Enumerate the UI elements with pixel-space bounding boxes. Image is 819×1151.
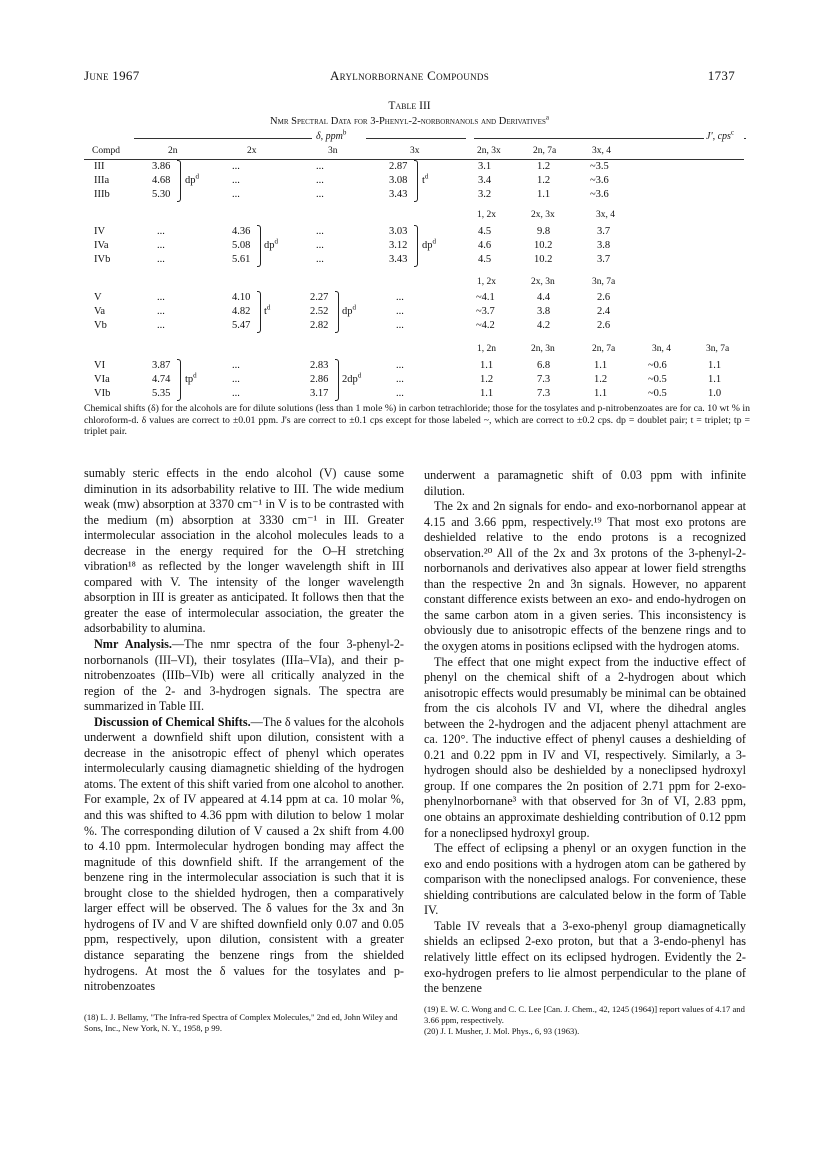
j-header-text: J', cps xyxy=(706,131,731,142)
cell-IIIa-3n: ... xyxy=(316,175,324,186)
left-paragraph-2 xyxy=(84,637,404,715)
cell-VI-3n: 2.83 xyxy=(310,360,329,371)
mult-IV-2x xyxy=(264,237,278,251)
j-head-g4-a: 1, 2n xyxy=(477,344,496,354)
cell-Vb-2x: 5.47 xyxy=(232,320,251,331)
cell-IV-j2: 9.8 xyxy=(537,226,551,237)
brace-IV-3x xyxy=(414,225,418,267)
right-paragraph-5: Table IV reveals that a 3-exo-phenyl group diamagnetically shields an eclipsed 2-exo proton, but that a 3-endo-phenyl has relatively little effect on its eclipsed hydrogen. Evidently the 2-exo-hydrogen prefers to lie almost perpendicular to the plane of the benzene xyxy=(424,918,746,996)
cell-IIIb-j2: 1.1 xyxy=(537,189,551,200)
cell-IV-2x: 4.36 xyxy=(232,226,251,237)
table-title xyxy=(0,113,819,127)
cell-IIIb-2x: ... xyxy=(232,189,240,200)
cell-Va-j3: 2.4 xyxy=(597,306,611,317)
mult-VI-2n xyxy=(185,371,197,385)
mult-VI-3n xyxy=(342,371,362,385)
delta-span-line-right xyxy=(366,138,466,139)
mult-V-3n-text: dp xyxy=(342,306,353,317)
cell-Va-j2: 3.8 xyxy=(537,306,551,317)
cell-Vb-2n: ... xyxy=(157,320,165,331)
cell-IVb-3x: 3.43 xyxy=(389,254,408,265)
cell-Vb-j1: ~4.2 xyxy=(476,320,495,331)
j-head-g4-e: 3n, 7a xyxy=(706,344,730,354)
cell-V-3x: ... xyxy=(396,292,404,303)
cell-IIIb-2n: 5.30 xyxy=(152,189,171,200)
cell-Vb-3x: ... xyxy=(396,320,404,331)
cell-IVa-2x: 5.08 xyxy=(232,240,251,251)
delta-header-text: δ, ppm xyxy=(316,131,343,142)
cell-V-2x: 4.10 xyxy=(232,292,251,303)
cell-VIb-j1: 1.1 xyxy=(480,388,494,399)
cell-Vb-3n: 2.82 xyxy=(310,320,329,331)
chemical-shifts-heading: Discussion of Chemical Shifts. xyxy=(94,714,251,729)
delta-header xyxy=(316,128,347,142)
cell-VIb-2n: 5.35 xyxy=(152,388,171,399)
cell-VI-j5: 1.1 xyxy=(708,360,722,371)
brace-III-2n xyxy=(177,160,181,202)
j-head-g1-a: 2n, 3x xyxy=(477,146,501,156)
cell-IVb-2n: ... xyxy=(157,254,165,265)
delta-header-mark: b xyxy=(342,128,347,137)
cell-VIa-j1: 1.2 xyxy=(480,374,494,385)
compd-III: III xyxy=(94,161,105,172)
brace-V-3n xyxy=(335,291,339,333)
cell-IV-3x: 3.03 xyxy=(389,226,408,237)
cell-IVb-2x: 5.61 xyxy=(232,254,251,265)
compd-V: V xyxy=(94,292,102,303)
cell-VI-3x: ... xyxy=(396,360,404,371)
brace-VI-3n xyxy=(335,359,339,401)
mult-V-3n xyxy=(342,303,356,317)
cell-IIIb-3x: 3.43 xyxy=(389,189,408,200)
mult-IV-3x-text: dp xyxy=(422,240,433,251)
cell-IIIa-j3: ~3.6 xyxy=(590,175,609,186)
compd-VI: VI xyxy=(94,360,106,371)
cell-Va-3n: 2.52 xyxy=(310,306,329,317)
cell-IVb-j1: 4.5 xyxy=(478,254,492,265)
col-header-2x: 2x xyxy=(247,146,257,156)
delta-span-line-left xyxy=(134,138,312,139)
cell-VIa-2x: ... xyxy=(232,374,240,385)
cell-IV-j3: 3.7 xyxy=(597,226,611,237)
compd-VIb: VIb xyxy=(94,388,111,399)
cell-VIb-j4: ~0.5 xyxy=(648,388,667,399)
mult-III-2n-text: dp xyxy=(185,175,196,186)
brace-VI-2n xyxy=(177,359,181,401)
cell-VIa-j2: 7.3 xyxy=(537,374,551,385)
j-header-mark: c xyxy=(730,128,735,137)
col-header-3x: 3x xyxy=(410,146,420,156)
mult-VI-2n-text: tp xyxy=(185,374,194,385)
nmr-analysis-heading: Nmr Analysis. xyxy=(94,637,172,652)
j-span-line-right xyxy=(744,138,746,139)
mult-IV-2x-mark: d xyxy=(274,237,278,246)
reference-19: (19) E. W. C. Wong and C. C. Lee [Can. J. Chem., 42, 1245 (1964)] report values of 4.17 and 3.66 ppm, respectively. xyxy=(424,1004,745,1025)
j-head-g1-c: 3x, 4 xyxy=(592,146,611,156)
mult-VI-2n-mark: d xyxy=(193,371,197,380)
mult-V-2x-text: t xyxy=(264,306,267,317)
cell-V-j1: ~4.1 xyxy=(476,292,495,303)
mult-III-2n xyxy=(185,172,199,186)
mult-IV-3x xyxy=(422,237,436,251)
j-head-g4-b: 2n, 3n xyxy=(531,344,555,354)
cell-VIb-3x: ... xyxy=(396,388,404,399)
cell-IVa-j3: 3.8 xyxy=(597,240,611,251)
j-head-g2-b: 2x, 3x xyxy=(531,210,555,220)
mult-IV-3x-mark: d xyxy=(432,237,436,246)
cell-VI-j3: 1.1 xyxy=(594,360,608,371)
mult-III-2n-mark: d xyxy=(195,172,199,181)
compd-Vb: Vb xyxy=(94,320,107,331)
cell-Vb-j2: 4.2 xyxy=(537,320,551,331)
j-head-g1-b: 2n, 7a xyxy=(533,146,557,156)
j-span-line-left xyxy=(474,138,704,139)
cell-IVb-3n: ... xyxy=(316,254,324,265)
mult-III-3x-mark: d xyxy=(424,172,429,181)
cell-V-2n: ... xyxy=(157,292,165,303)
cell-IV-2n: ... xyxy=(157,226,165,237)
cell-VIa-j5: 1.1 xyxy=(708,374,722,385)
cell-VI-j2: 6.8 xyxy=(537,360,551,371)
mult-IV-2x-text: dp xyxy=(264,240,275,251)
cell-IVa-3n: ... xyxy=(316,240,324,251)
cell-VIb-j3: 1.1 xyxy=(594,388,608,399)
j-head-g4-d: 3n, 4 xyxy=(652,344,671,354)
cell-III-3n: ... xyxy=(316,161,324,172)
cell-VI-j4: ~0.6 xyxy=(648,360,667,371)
cell-IIIa-j1: 3.4 xyxy=(478,175,492,186)
left-paragraph-3 xyxy=(84,715,404,995)
cell-VIb-2x: ... xyxy=(232,388,240,399)
table-label: Table III xyxy=(388,100,431,112)
cell-VIa-2n: 4.74 xyxy=(152,374,171,385)
cell-IVa-3x: 3.12 xyxy=(389,240,408,251)
mult-V-2x xyxy=(264,303,271,317)
cell-III-2n: 3.86 xyxy=(152,161,171,172)
cell-III-2x: ... xyxy=(232,161,240,172)
col-header-2n: 2n xyxy=(168,146,178,156)
cell-IVa-j2: 10.2 xyxy=(534,240,553,251)
cell-VI-2x: ... xyxy=(232,360,240,371)
right-column xyxy=(424,468,746,997)
mult-V-2x-mark: d xyxy=(266,303,271,312)
cell-VIa-j4: ~0.5 xyxy=(648,374,667,385)
cell-IIIa-j2: 1.2 xyxy=(537,175,551,186)
j-head-g2-a: 1, 2x xyxy=(477,210,496,220)
running-header-title: Arylnorbornane Compounds xyxy=(329,68,490,83)
mult-III-3x-text: t xyxy=(422,175,425,186)
cell-V-3n: 2.27 xyxy=(310,292,329,303)
right-paragraph-2: The 2x and 2n signals for endo- and exo-norbornanol appear at 4.15 and 3.66 ppm, respectively.¹⁹ That most exo protons are deshielded relative to the endo protons is a recognized observation.²⁰ All of the 2x and 3x protons of the 3-phenyl-2-norbornanols and derivatives also appear at lower field strengths than the respective 2n and 3n signals. However, no apparent constant difference exists between an exo- and endo-hydrogen on the same carbon atom in a given series. This inconsistency is obviously due to anisotropic effects of the benzene rings and to the oxygen atoms in positions eclipsed with the hydrogen atoms. xyxy=(424,499,746,654)
cell-VIa-3n: 2.86 xyxy=(310,374,329,385)
j-head-g3-a: 1, 2x xyxy=(477,277,496,287)
cell-VIa-3x: ... xyxy=(396,374,404,385)
mult-VI-3n-mark: d xyxy=(357,371,362,380)
cell-IV-3n: ... xyxy=(316,226,324,237)
chemical-shifts-text: —The δ values for the alcohols underwent a downfield shift upon dilution, consistent with a decrease in the anisotropic effect of phenyl which operates intermolecularly causing diamagnetic shielding of the hydrogen atoms. The extent of this shift varied from one alcohol to another. For example, 2x of IV appeared at 4.14 ppm at ca. 10 molar %, and this was shifted to 4.36 ppm with dilution to below 1 molar %. The corresponding dilution of V caused a 2x shift from 4.00 to 4.10 ppm. Intermolecular hydrogen bonding may affect the magnitude of this downfield shift. If the arrangement of the benzene ring in the intermolecular association is such that it is brought close to the shielded hydrogen, then a comparatively larger effect will be observed. The δ values for the 3x and 3n hydrogens of IV and V are shifted downfield only 0.07 and 0.05 ppm, respectively, upon dilution, consistent with a greater distance separating the benzene rings from the shielded hydrogens. At most the δ values for the tosylates and p-nitrobenzoates xyxy=(84,714,404,994)
cell-III-3x: 2.87 xyxy=(389,161,408,172)
mult-V-3n-mark: d xyxy=(352,303,356,312)
cell-IVa-j1: 4.6 xyxy=(478,240,492,251)
table-footnote: Chemical shifts (δ) for the alcohols are for dilute solutions (less than 1 mole %) in carbon tetrachloride; those for the tosylates and p-nitrobenzoates are for ca. 10 wt % in chloroform-d. δ values are correct to ±0.01 ppm. J's are correct to ±0.1 cps except for those labeled ~, which are correct to ±0.2 cps. dp = doublet pair; t = triplet; tp = triplet pair. xyxy=(84,403,750,437)
cell-IIIb-j1: 3.2 xyxy=(478,189,492,200)
col-header-compd: Compd xyxy=(92,146,120,156)
cell-V-j2: 4.4 xyxy=(537,292,551,303)
cell-Va-2n: ... xyxy=(157,306,165,317)
compd-IIIa: IIIa xyxy=(94,175,110,186)
cell-VIb-3n: 3.17 xyxy=(310,388,329,399)
cell-VIb-j5: 1.0 xyxy=(708,388,722,399)
compd-IIIb: IIIb xyxy=(94,189,110,200)
right-paragraph-3: The effect that one might expect from the inductive effect of phenyl on the chemical shift of a 2-hydrogen about which anisotropic effects would presumably be minimal can be obtained from the cis alcohols IV and VI, where the dihedral angles between the 2-hydrogen and the adjacent phenyl attachment are ca. 120°. The inductive effect of phenyl causes a deshielding of 0.21 and 0.22 ppm in IV and VI, respectively. Similarly, a 3-hydrogen should also be deshielded by a noneclipsed hydroxyl group. If one compares the 2n position of 2.71 ppm for 2-exo-phenylnorbornane³ with that observed for 3n of VI, 2.83 ppm, one obtains an approximate deshielding contribution of 0.12 ppm for a noneclipsed hydroxyl group. xyxy=(424,654,746,840)
reference-18: (18) L. J. Bellamy, "The Infra-red Spectra of Complex Molecules," 2nd ed, John Wiley and Sons, Inc., New York, N. Y., 1958, p 99. xyxy=(84,1012,398,1033)
cell-IIIa-3x: 3.08 xyxy=(389,175,408,186)
compd-IVb: IVb xyxy=(94,254,111,265)
col-header-3n: 3n xyxy=(328,146,338,156)
page-number: 1737 xyxy=(707,68,735,83)
cell-IIIa-2x: ... xyxy=(232,175,240,186)
j-head-g3-c: 3n, 7a xyxy=(592,277,616,287)
reference-20: (20) J. I. Musher, J. Mol. Phys., 6, 93 (1963). xyxy=(424,1026,580,1036)
table-title-footnote-mark: a xyxy=(545,113,549,122)
left-column xyxy=(84,466,404,995)
brace-IV-2x xyxy=(257,225,261,267)
left-paragraph-1: sumably steric effects in the endo alcohol (V) cause some diminution in its adsorbability relative to III. The wide medium weak (mw) absorption at 3370 cm⁻¹ in V is to be contrasted with the medium (m) absorption at 3330 cm⁻¹ in III. Greater intermolecular association in the alcohol molecules leads to a decrease in the energy required for the O–H stretching vibration¹⁸ as reflected by the longer wavelength shift in III compared with V. The intensity of the longer wavelength absorption in III is greater as anticipated. It follows then that the greater the ease of intermolecular association, the greater the adsorbability to alumina. xyxy=(84,466,404,636)
cell-IVa-2n: ... xyxy=(157,240,165,251)
brace-III-3x xyxy=(414,160,418,202)
compd-IV: IV xyxy=(94,226,106,237)
right-paragraph-4: The effect of eclipsing a phenyl or an oxygen function in the exo and endo positions with a hydrogen atom can be gathered by comparison with the noneclipsed analogs. For convenience, these shielding contributions are calculated below in the form of Table IV. xyxy=(424,841,746,918)
j-head-g4-c: 2n, 7a xyxy=(592,344,616,354)
compd-VIa: VIa xyxy=(94,374,110,385)
cell-Vb-j3: 2.6 xyxy=(597,320,611,331)
cell-III-j2: 1.2 xyxy=(537,161,551,172)
cell-IIIb-j3: ~3.6 xyxy=(590,189,609,200)
compd-Va: Va xyxy=(94,306,106,317)
cell-IIIa-2n: 4.68 xyxy=(152,175,171,186)
cell-IIIb-3n: ... xyxy=(316,189,324,200)
compd-IVa: IVa xyxy=(94,240,109,251)
j-head-g2-c: 3x, 4 xyxy=(596,210,615,220)
cell-Va-2x: 4.82 xyxy=(232,306,251,317)
cell-VI-j1: 1.1 xyxy=(480,360,494,371)
mult-VI-3n-text: 2dp xyxy=(342,374,358,385)
cell-VI-2n: 3.87 xyxy=(152,360,171,371)
right-paragraph-1: underwent a paramagnetic shift of 0.03 ppm with infinite dilution. xyxy=(424,468,746,498)
cell-IVb-j3: 3.7 xyxy=(597,254,611,265)
cell-III-j3: ~3.5 xyxy=(590,161,609,172)
cell-VIa-j3: 1.2 xyxy=(594,374,608,385)
table-title-text: Nmr Spectral Data for 3-Phenyl-2-norbornanols and Derivatives xyxy=(270,116,546,127)
j-header xyxy=(706,128,735,142)
cell-V-j3: 2.6 xyxy=(597,292,611,303)
mult-III-3x xyxy=(422,172,429,186)
nmr-analysis-text: —The nmr spectra of the four 3-phenyl-2-norbornanols (III–VI), their tosylates (IIIa–VIa), and their p-nitrobenzoates (IIIb–VIb) were all critically analyzed in the region of the 2- and 3-hydrogen signals. The spectra are summarized in Table III. xyxy=(84,637,404,714)
cell-Va-j1: ~3.7 xyxy=(476,306,495,317)
j-head-g3-b: 2x, 3n xyxy=(531,277,555,287)
brace-V-2x xyxy=(257,291,261,333)
cell-IVb-j2: 10.2 xyxy=(534,254,553,265)
running-header-date: June 1967 xyxy=(84,68,140,83)
cell-IV-j1: 4.5 xyxy=(478,226,492,237)
cell-III-j1: 3.1 xyxy=(478,161,492,172)
cell-VIb-j2: 7.3 xyxy=(537,388,551,399)
cell-Va-3x: ... xyxy=(396,306,404,317)
